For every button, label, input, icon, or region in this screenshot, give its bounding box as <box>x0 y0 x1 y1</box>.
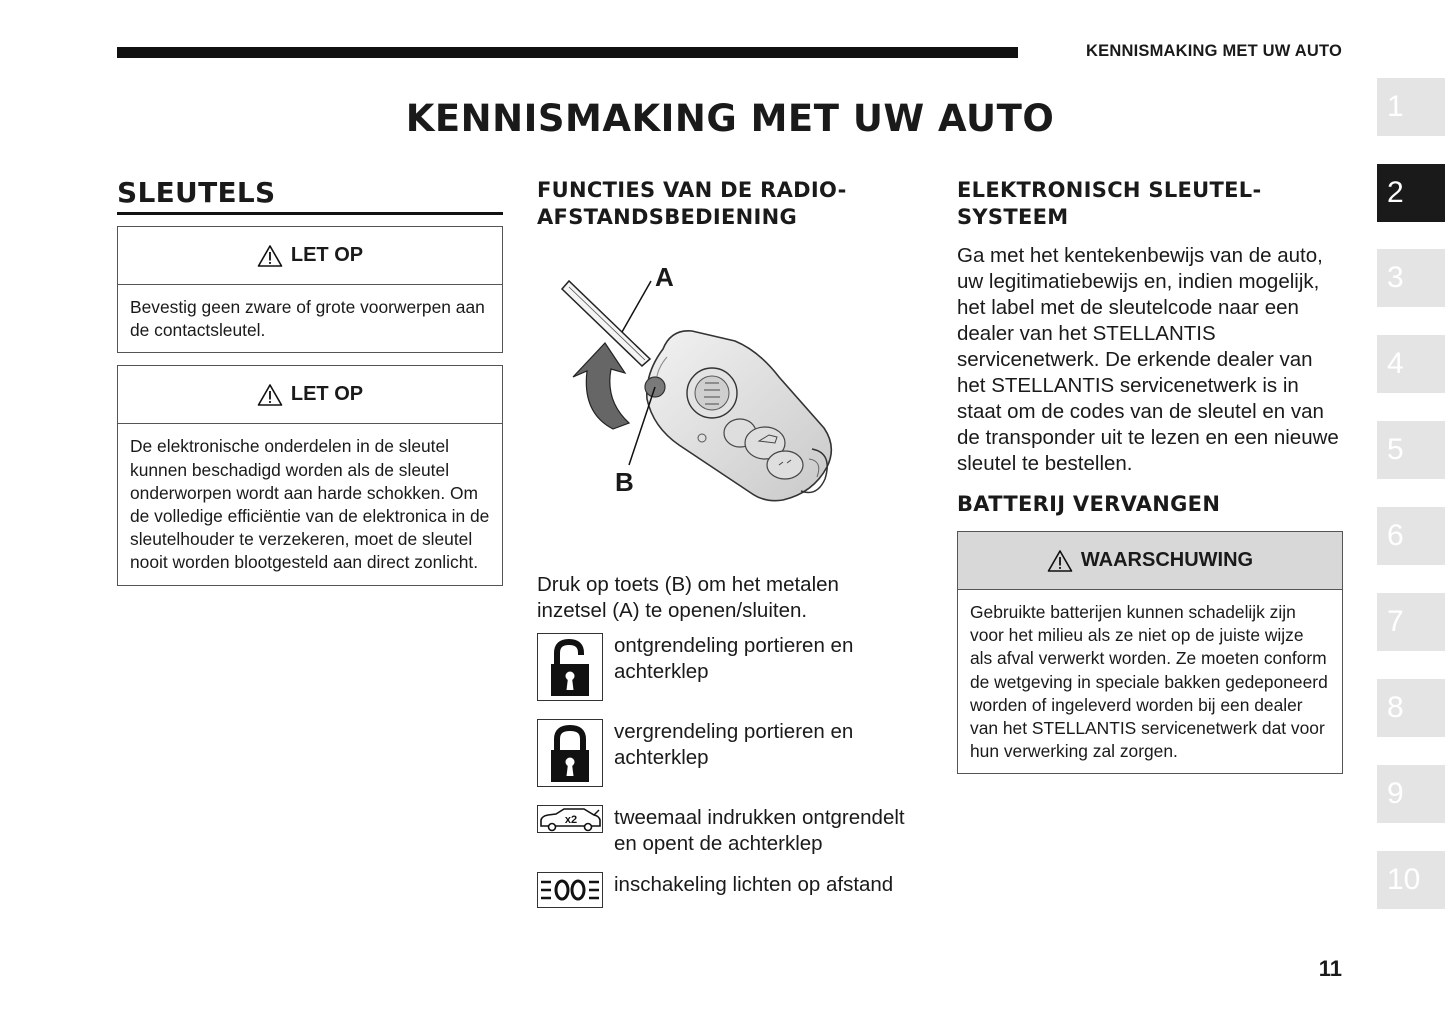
fob-intro-text: Druk op toets (B) om het metalen inzetsel (A) te openen/sluiten. <box>537 573 839 622</box>
column-sleutelsysteem <box>957 177 1343 774</box>
caution-text: De elektronische onderdelen in de sleutel kunnen beschadigd worden als de sleutel onderworpen wordt aan harde schokken. Om de volledige efficiëntie van de elektronica in de sleutelhouder te verzekeren, moet de sleutel nooit worden blootgesteld aan direct zonlicht. <box>130 436 490 573</box>
function-row-trunk <box>537 805 914 857</box>
caution-title: LET OP <box>290 244 364 266</box>
warning-triangle-icon <box>257 244 283 268</box>
section-heading-line-2: AFSTANDSBEDIENING <box>537 205 798 229</box>
warning-triangle-icon <box>257 383 283 407</box>
header-rule <box>117 47 1018 58</box>
section-heading-sleutels: SLEUTELS <box>117 176 276 209</box>
page-number: 11 <box>1318 956 1342 981</box>
chapter-tab-7[interactable]: 7 <box>1377 593 1445 651</box>
unlock-icon <box>537 633 603 701</box>
chapter-tab-1[interactable]: 1 <box>1377 78 1445 136</box>
figure-label-a: A <box>655 262 674 292</box>
function-row-unlock <box>537 633 914 701</box>
figure-label-b: B <box>615 467 634 497</box>
caution-box-1 <box>117 226 503 353</box>
function-text: vergrendeling portieren en achterklep <box>614 720 854 769</box>
caution-box-2 <box>117 365 503 585</box>
chapter-tab-3[interactable]: 3 <box>1377 249 1445 307</box>
headlights-icon <box>537 872 603 908</box>
column-sleutels <box>117 176 503 586</box>
chapter-tab-8[interactable]: 8 <box>1377 679 1445 737</box>
section-heading-line-2: SYSTEEM <box>957 205 1069 229</box>
x2-badge: x2 <box>564 814 578 826</box>
function-row-lock <box>537 719 914 787</box>
warning-triangle-icon <box>1047 549 1073 573</box>
key-system-text: Ga met het kentekenbewijs van de auto, uw legitimatiebewijs en, indien mogelijk, het label met de sleutelcode naar een dealer van het STELLANTIS servicenetwerk. De erkende dealer van het STELLANTIS servicenetwerk is in staat om de codes van de sleutel en van de transponder uit te lezen en een nieuwe sleutel te bestellen. <box>957 244 1339 475</box>
chapter-tab-5[interactable]: 5 <box>1377 421 1445 479</box>
lock-icon <box>537 719 603 787</box>
function-text: ontgrendeling portieren en achterklep <box>614 634 854 683</box>
function-text: tweemaal indrukken ontgrendelt en opent de achterklep <box>614 806 905 855</box>
caution-title: LET OP <box>290 383 364 406</box>
warning-text: Gebruikte batterijen kunnen schadelijk zijn voor het milieu als ze niet op de juiste wijze als afval verwerkt worden. Ze moeten conform de wetgeving in speciale bakken gedeponeerd worden of ingeleverd worden bij een dealer van het STELLANTIS servicenetwerk dat voor hun verwerking zal zorgen. <box>970 602 1328 762</box>
caution-box-header <box>118 366 502 424</box>
caution-box-header <box>118 227 502 285</box>
warning-title: WAARSCHUWING <box>1080 549 1254 571</box>
function-text: inschakeling lichten op afstand <box>614 873 894 896</box>
heading-rule <box>117 212 503 215</box>
running-header: KENNISMAKING MET UW AUTO <box>1086 42 1342 60</box>
chapter-tab-10[interactable]: 10 <box>1377 851 1445 909</box>
chapter-tab-4[interactable]: 4 <box>1377 335 1445 393</box>
chapter-tab-2[interactable]: 2 <box>1377 164 1445 222</box>
key-fob-illustration <box>547 253 867 528</box>
page-title: KENNISMAKING MET UW AUTO <box>405 97 1055 140</box>
warning-box-header <box>958 532 1342 590</box>
section-heading-line-1: ELEKTRONISCH SLEUTEL- <box>957 178 1262 202</box>
caution-text: Bevestig geen zware of grote voorwerpen aan de contactsleutel. <box>130 297 485 341</box>
chapter-tab-9[interactable]: 9 <box>1377 765 1445 823</box>
section-heading-line-1: FUNCTIES VAN DE RADIO- <box>537 178 847 202</box>
chapter-tab-6[interactable]: 6 <box>1377 507 1445 565</box>
column-afstandsbediening <box>537 177 927 917</box>
section-heading-batterij: BATTERIJ VERVANGEN <box>957 492 1221 516</box>
function-row-lights <box>537 872 914 908</box>
warning-box <box>957 531 1343 774</box>
car-trunk-x2-icon <box>537 805 603 833</box>
